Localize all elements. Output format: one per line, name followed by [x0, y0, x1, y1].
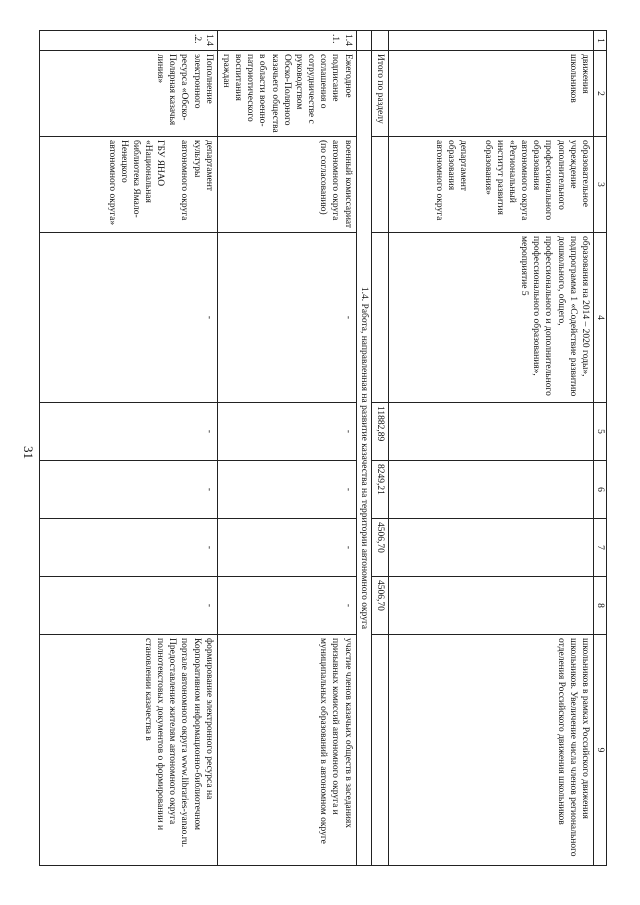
- row-executor: военный комиссариат автономного округа (по согласованию): [217, 137, 356, 233]
- total-v8: 4506,70: [371, 577, 388, 635]
- col-header-9: 9: [593, 635, 606, 866]
- row-v7: -: [217, 519, 356, 577]
- page-number: 31: [21, 446, 36, 459]
- section-heading-row: [356, 31, 371, 866]
- column-number-row: [593, 31, 606, 866]
- col-header-7: 7: [593, 519, 606, 577]
- row-activity: Ежегодное подписание соглашения о сотрудничестве с руководством Обско-Полярного казачьего общества в области военно-патриотического воспитания граждан: [217, 51, 356, 137]
- col-header-2: 2: [593, 51, 606, 137]
- rotated-page: [77, 30, 607, 865]
- row-activity: Пополнение электронного ресурса «Обско-Полярная казачья линия»: [39, 51, 217, 137]
- row-number: 1.4.1.: [217, 31, 356, 51]
- section-title: 1.4. Работа, направленная на развитие казачества на территории автономного округа: [356, 51, 371, 866]
- row-result: формирование электронного ресурса на Корпоративном информационно-библиотечном портале автономного округа www.libraries-yanao.ru. Предоставление жителям автономного округа полнотекстовых документов о формировании и становлении казачества в: [39, 635, 217, 866]
- col-header-6: 6: [593, 461, 606, 519]
- row-executor: департамент культуры автономного округа ГБУ ЯНАО «Национальная библиотека Ямало-Ненецкого автономного округа»: [39, 137, 217, 233]
- row-v8: -: [217, 577, 356, 635]
- row-v6: -: [217, 461, 356, 519]
- continuation-row: [388, 31, 593, 866]
- plan-table: [39, 30, 607, 866]
- row-source: -: [39, 233, 217, 403]
- cont-executor: образовательное учреждение дополнительного профессионального образования автономного округа «Региональный институт развития образования» департамент образования автономного округа: [388, 137, 593, 233]
- table-row: [39, 31, 217, 866]
- col-header-3: 3: [593, 137, 606, 233]
- row-v6: -: [39, 461, 217, 519]
- total-v7: 4506,70: [371, 519, 388, 577]
- cont-name: движения школьников: [388, 51, 593, 137]
- cont-result: школьников в рамках Российского движения школьников. Увеличение числа членов регионального отделения Российского движения школьников: [388, 635, 593, 866]
- table-row: [217, 31, 356, 866]
- total-v5: 11882,89: [371, 403, 388, 461]
- total-v6: 8249,21: [371, 461, 388, 519]
- row-v8: -: [39, 577, 217, 635]
- col-header-5: 5: [593, 403, 606, 461]
- col-header-8: 8: [593, 577, 606, 635]
- col-header-4: 4: [593, 233, 606, 403]
- row-source: -: [217, 233, 356, 403]
- cont-source: образования на 2014 – 2020 годы», подпрограмма 1 «Содействие развитию дошкольного, общего, профессионального и дополнительного профессионального образования», мероприятие 5: [388, 233, 593, 403]
- row-result: участие членов казачьих обществ в заседаниях призывных комиссий автономного округа и муниципальных образований в автономном округе: [217, 635, 356, 866]
- row-v7: -: [39, 519, 217, 577]
- col-header-1: 1: [593, 31, 606, 51]
- total-row: [371, 31, 388, 866]
- row-v5: -: [39, 403, 217, 461]
- row-number: 1.4.2.: [39, 31, 217, 51]
- row-v5: -: [217, 403, 356, 461]
- total-label: Итого по разделу: [371, 51, 388, 137]
